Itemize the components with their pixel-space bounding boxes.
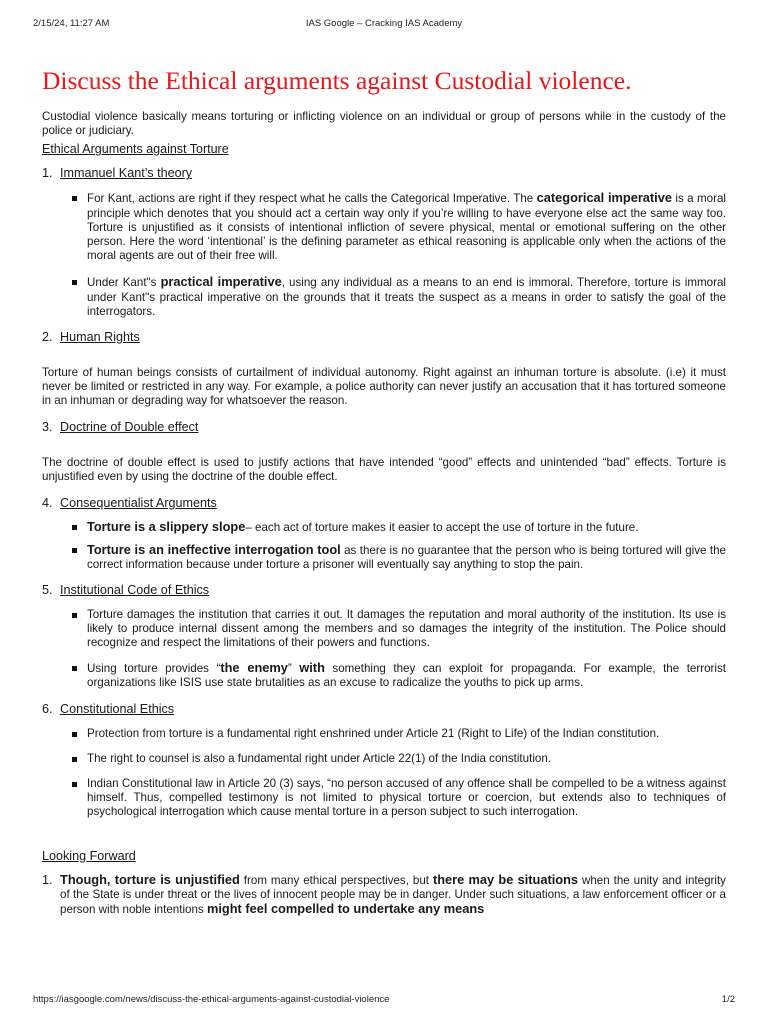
list-item: Protection from torture is a fundamental right enshrined under Article 21 (Right to Life) of the Indian constitution. xyxy=(87,727,726,741)
print-datetime: 2/15/24, 11:27 AM xyxy=(33,18,110,29)
list-item: The right to counsel is also a fundamental right under Article 22(1) of the India constitution. xyxy=(87,752,726,766)
page-title: Discuss the Ethical arguments against Custodial violence. xyxy=(42,66,632,95)
list-item: Torture damages the institution that carries it out. It damages the reputation and moral authority of the institution. Its use is likely to produce internal dissent among the members and so damages the integrity of the institution. The Police should recognize and respect the limitations of their powers and functions. xyxy=(87,607,726,650)
intro-paragraph: Custodial violence basically means torturing or inflicting violence on an individual or group of persons while in the custody of the police or judiciary. xyxy=(42,110,726,138)
section-heading-double-effect xyxy=(42,419,726,435)
section-title: Consequentialist Arguments xyxy=(60,496,217,511)
article xyxy=(42,60,726,917)
section-heading-institutional xyxy=(42,582,726,598)
section-title: Institutional Code of Ethics xyxy=(60,582,210,597)
list-item: Indian Constitutional law in Article 20 (3) says, “no person accused of any offence shall be compelled to be a witness against himself. Thus, compelled testimony is not limited to physical torture or coercion, but extends also to techniques of psychological interrogation which cause mental torture in a person subject to such interrogation. xyxy=(87,777,726,819)
double-effect-paragraph: The doctrine of double effect is used to justify actions that have intended “good” effects and unintended “bad” effects. Torture is unjustified even by using the doctrine of the double effect. xyxy=(42,455,726,483)
page-url: https://iasgoogle.com/news/discuss-the-ethical-arguments-against-custodial-violence xyxy=(33,994,390,1005)
list-item: Using torture provides “the enemy” with something they can exploit for propaganda. For example, the terrorist organizations like ISIS use state brutalities as an excuse to radicalize the youths to pick up arms. xyxy=(87,660,726,690)
section-number: 3. xyxy=(42,419,53,434)
section-title: Human Rights xyxy=(60,330,140,345)
section-number: 6. xyxy=(42,701,53,716)
list-item: Torture is an ineffective interrogation tool as there is no guarantee that the person who is being tortured will give the correct information because under torture a prisoner will eventually say anything to stop the pain. xyxy=(87,542,726,572)
consequentialist-bullets xyxy=(42,520,726,573)
kant-bullets xyxy=(42,191,726,319)
section-title: Immanuel Kant’s theory xyxy=(60,166,193,181)
institutional-bullets xyxy=(42,608,726,691)
section-number: 2. xyxy=(42,330,53,345)
page-number: 1/2 xyxy=(721,994,735,1005)
section-title: Constitutional Ethics xyxy=(60,701,175,716)
section-heading-constitutional xyxy=(42,701,726,717)
section-number: 1. xyxy=(42,166,53,181)
section-number: 4. xyxy=(42,496,53,511)
list-item: Under Kant"s practical imperative, using any individual as a means to an end is immoral. Therefore, torture is immoral under Kant"s practical imperative on the grounds that it treats the suspect as a means in order to satisfy the goal of the interrogators. xyxy=(87,274,726,318)
constitutional-bullets xyxy=(42,727,726,820)
looking-forward-heading: Looking Forward xyxy=(42,848,136,863)
section-heading-consequentialist xyxy=(42,495,726,511)
item-number: 1. xyxy=(42,872,53,887)
print-footer xyxy=(33,994,735,1008)
subheading-ethical-arguments: Ethical Arguments against Torture xyxy=(42,142,229,157)
list-item: Torture is a slippery slope– each act of torture makes it easier to accept the use of torture in the future. xyxy=(87,520,726,535)
print-site-title: IAS Google – Cracking IAS Academy xyxy=(305,18,463,29)
section-title: Doctrine of Double effect xyxy=(60,419,199,434)
section-heading-human-rights xyxy=(42,329,726,345)
item-text: Though, torture is unjustified from many ethical perspectives, but there may be situations when the unity and integrity of the State is under threat or the lives of innocent people may be in danger. Under such situations, a law enforcement officer or a person with noble intentions might feel compelled to undertake any means xyxy=(60,871,726,917)
section-number: 5. xyxy=(42,582,53,597)
human-rights-paragraph: Torture of human beings consists of curtailment of individual autonomy. Right against an inhuman torture is absolute. (i.e) it must never be limited or restricted in any way. For example, a police authority can never justify an accusation that it has tortured someone in an inhuman or degrading way for whatsoever the reason. xyxy=(42,366,726,408)
print-header xyxy=(33,18,735,32)
looking-forward-item xyxy=(42,873,726,918)
list-item: For Kant, actions are right if they respect what he calls the Categorical Imperative. The categorical imperative is a moral principle which denotes that you should act a certain way only if you’re willing to have everyone else act the same way too. Torture is unjustified as it consists of intentional infliction of severe physical, mental or emotional suffering on the other person. Here the word ‘intentional’ is the defining parameter as ethical reasoning is applicable only when the actions of the moral agents are out of their free will. xyxy=(87,190,726,263)
section-heading-kant xyxy=(42,165,726,181)
